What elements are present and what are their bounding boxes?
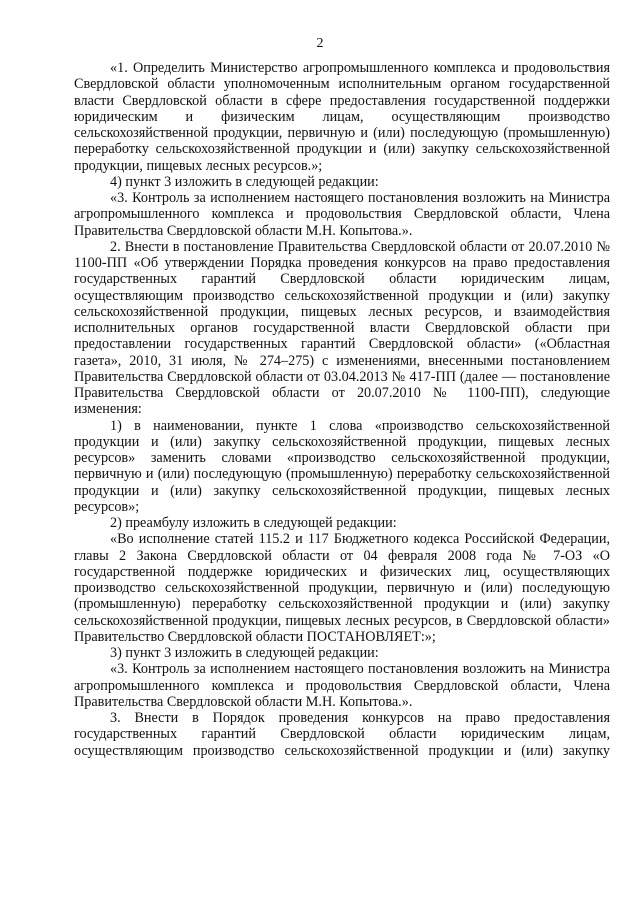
- paragraph-clause-3-control-2: «3. Контроль за исполнением настоящего постановления возложить на Министра агропромышленного комплекса и продовольствия Свердловской области, Члена Правительства Свердловской области М.Н. Копытова.».: [74, 661, 610, 710]
- paragraph-clause-1-definition: «1. Определить Министерство агропромышленного комплекса и продовольствия Свердловской области уполномоченным исполнительным органом государственной власти Свердловской области в сфере предоставления государственной поддержки юридическим и физическим лицам, осуществляющим производство сельскохозяйственной продукции, первичную и (или) последующую (промышленную) переработку сельскохозяйственной продукции и (или) закупку сельскохозяйственной продукции, пищевых лесных ресурсов.»;: [74, 60, 610, 174]
- paragraph-item-2-preamble-intro: 2) преамбулу изложить в следующей редакции:: [110, 515, 397, 531]
- page-number: 2: [316, 36, 324, 51]
- paragraph-preamble-text: «Во исполнение статей 115.2 и 117 Бюджетного кодекса Российской Федерации, главы 2 Закона Свердловской области от 04 февраля 2008 года № 7-ОЗ «О государственной поддержке юридических и физических лиц, осуществляющих производство сельскохозяйственной продукции, первичную и (или) последующую (промышленную) переработку сельскохозяйственной продукции и (или) закупку сельскохозяйственной продукции, пищевых лесных ресурсов, в Свердловской области» Правительство Свердловской области ПОСТАНОВЛЯЕТ:»;: [74, 531, 610, 645]
- paragraph-amendment-3: 3. Внести в Порядок проведения конкурсов на право предоставления государственных гарантий Свердловской области юридическим лицам, осуществляющим производство сельскохозяйственной продукции и (или) закупку: [74, 710, 610, 759]
- paragraph-clause-3-control: «3. Контроль за исполнением настоящего постановления возложить на Министра агропромышленного комплекса и продовольствия Свердловской области, Члена Правительства Свердловской области М.Н. Копытова.».: [74, 190, 610, 239]
- paragraph-item-3-intro: 3) пункт 3 изложить в следующей редакции:: [110, 645, 379, 661]
- paragraph-amendment-2: 2. Внести в постановление Правительства Свердловской области от 20.07.2010 № 1100-ПП «Об утверждении Порядка проведения конкурсов на право предоставления государственных гарантий Свердловской области юридическим лицам, осуществляющим производство сельскохозяйственной продукции и (или) закупку сельскохозяйственной продукции, пищевых лесных ресурсов, и взаимодействия исполнительных органов государственной власти Свердловской области при предоставлении государственных гарантий Свердловской области» («Областная газета», 2010, 31 июля, № 274–275) с изменениями, внесенными постановлением Правительства Свердловской области от 03.04.2013 № 417-ПП (далее — постановление Правительства Свердловской области от 20.07.2010 № 1100-ПП), следующие изменения:: [74, 238, 610, 418]
- paragraph-item-1-title-change: 1) в наименовании, пункте 1 слова «производство сельскохозяйственной продукции и (или) закупку сельскохозяйственной продукции, пищевых лесных ресурсов» заменить словами «производство сельскохозяйственной продукции, первичную и (или) последующую (промышленную) переработку сельскохозяйственной продукции и (или) закупку сельскохозяйственной продукции, пищевых лесных ресурсов»;: [74, 417, 610, 515]
- document-body: [74, 60, 610, 759]
- paragraph-item-4-intro: 4) пункт 3 изложить в следующей редакции:: [110, 173, 379, 190]
